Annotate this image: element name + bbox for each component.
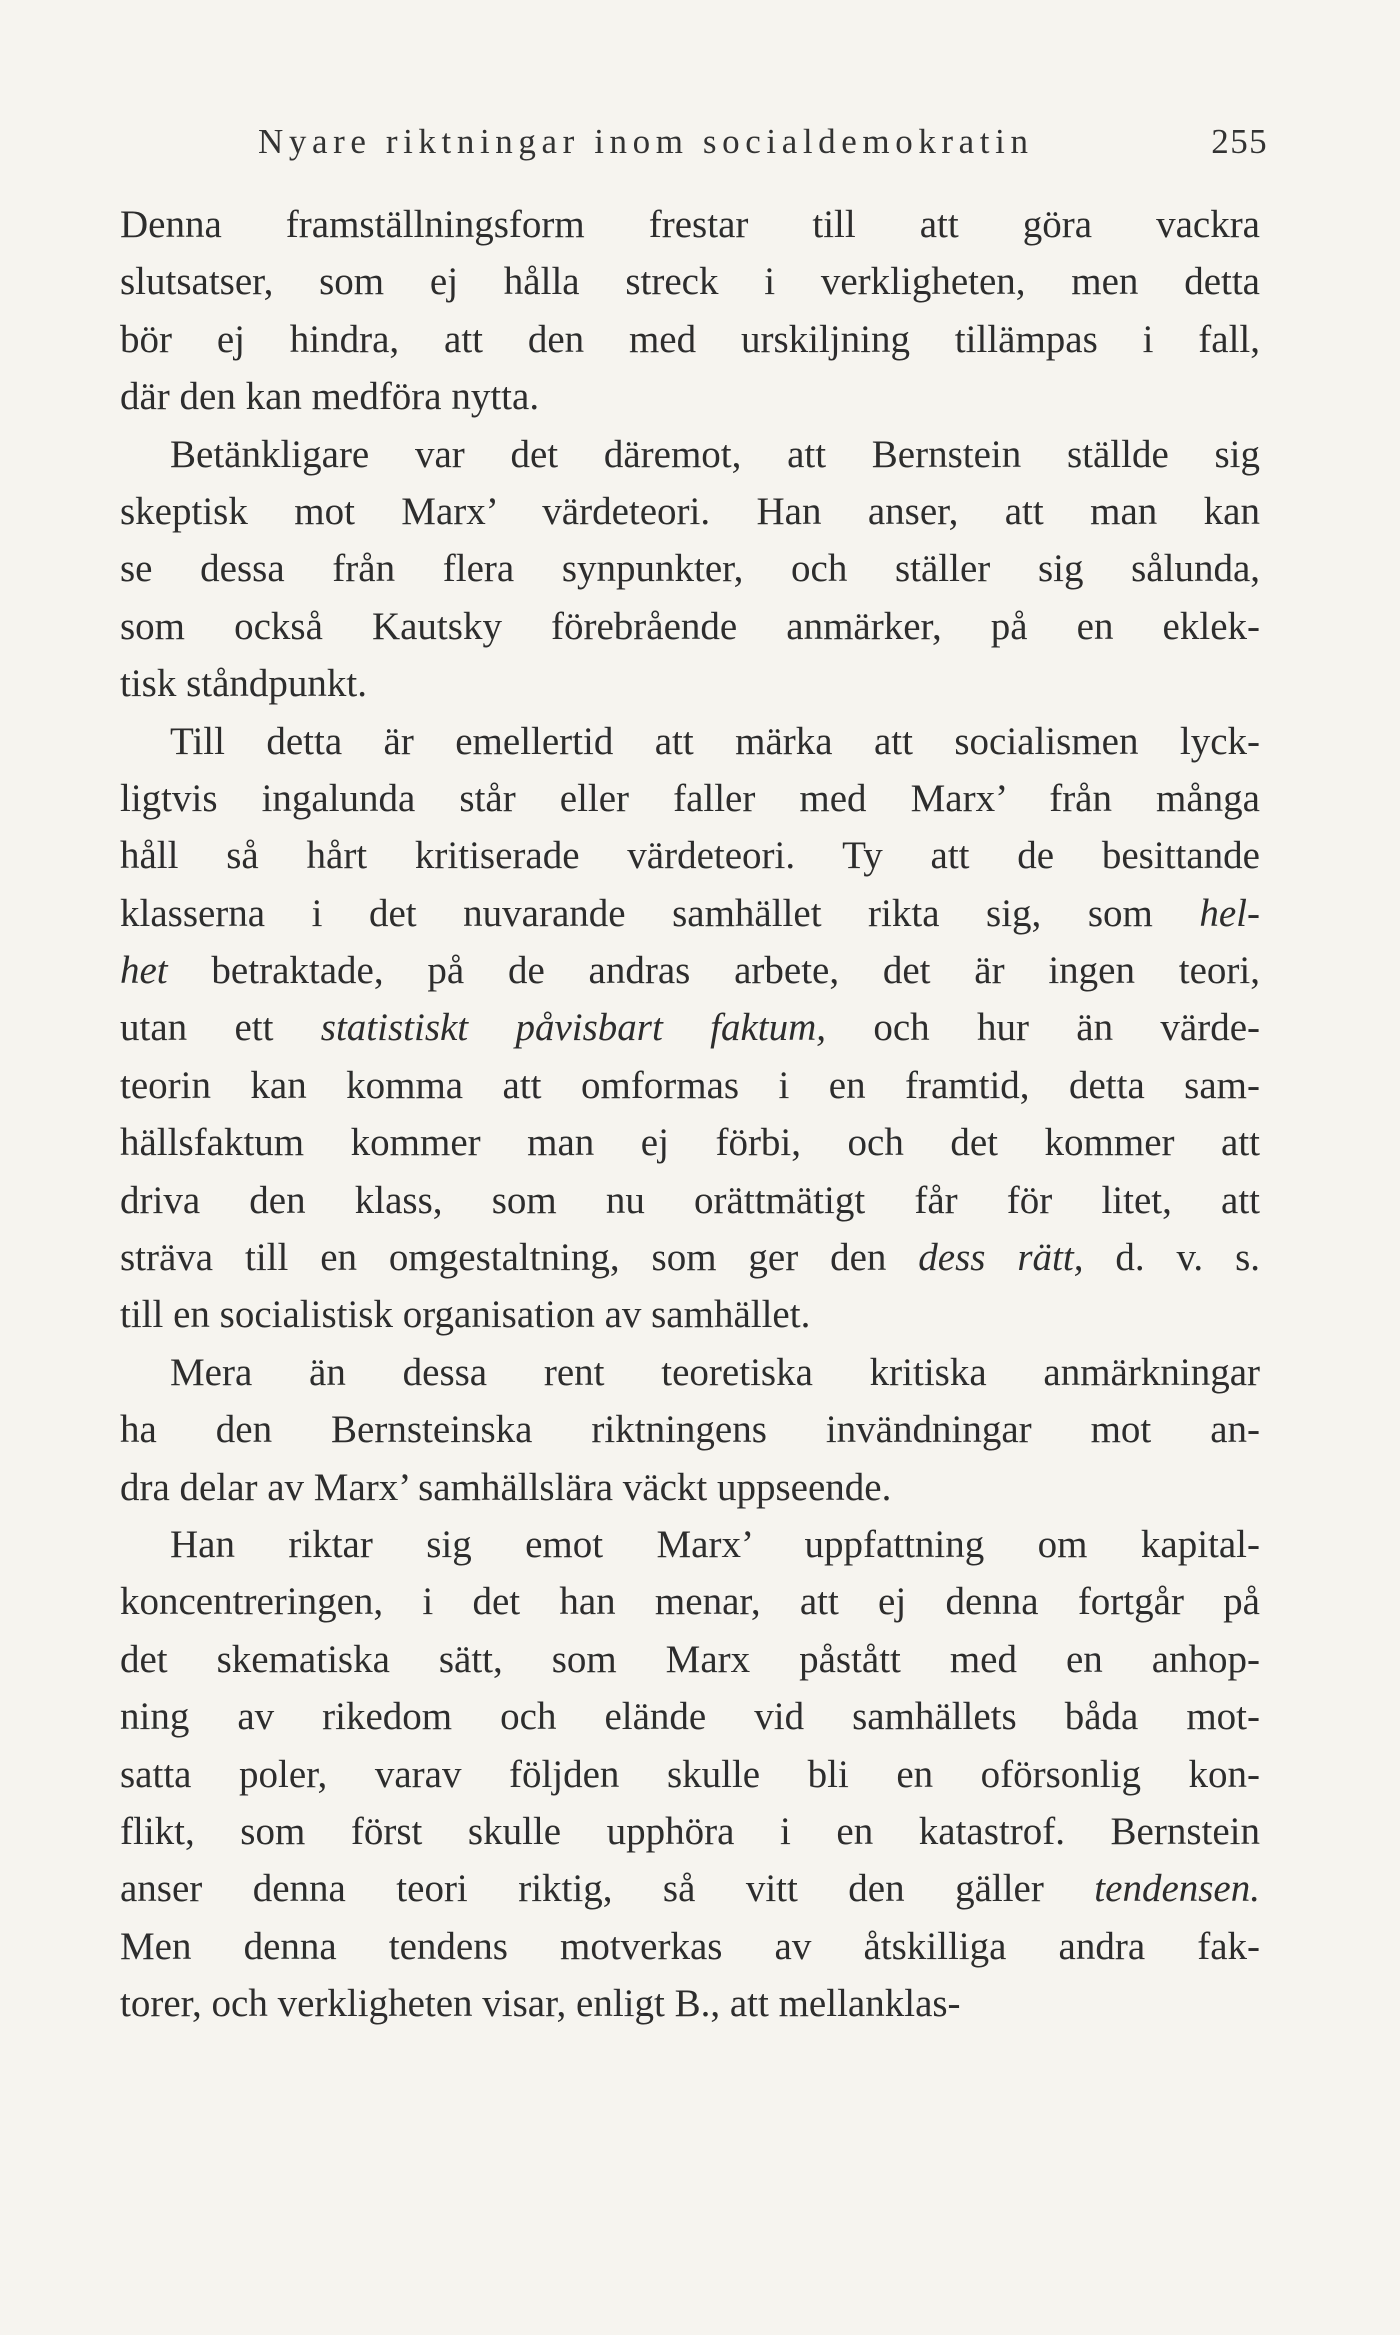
- text-line: slutsatser, som ej hålla streck i verkligheten, men detta: [120, 260, 1260, 304]
- text-line: ligtvis ingalunda står eller faller med Marx’ från många: [120, 776, 1260, 820]
- text-line: utan ett statistiskt påvisbart faktum, och hur än värde-: [120, 1006, 1260, 1050]
- text-line: det skematiska sätt, som Marx påstått med en anhop-: [120, 1637, 1260, 1681]
- text-line: hällsfaktum kommer man ej förbi, och det kommer att: [120, 1121, 1260, 1165]
- text-line: dra delar av Marx’ samhällslära väckt uppseende.: [120, 1465, 892, 1509]
- paragraph: [120, 1344, 1260, 1516]
- page-number: 255: [1211, 122, 1268, 161]
- text-line: torer, och verkligheten visar, enligt B., att mellanklas-: [120, 1982, 961, 2026]
- body-text: [120, 196, 1260, 2033]
- running-head: [258, 122, 1268, 172]
- text-line: driva den klass, som nu orättmätigt får för litet, att: [120, 1178, 1260, 1222]
- text-line: tisk ståndpunkt.: [120, 662, 368, 706]
- text-line: som också Kautsky förebrående anmärker, på en eklek-: [120, 604, 1260, 648]
- text-line: anser denna teori riktig, så vitt den gäller tendensen.: [120, 1867, 1260, 1911]
- emphasis: dess rätt,: [918, 1236, 1084, 1280]
- text-line: håll så hårt kritiserade värdeteori. Ty att de besittande: [120, 834, 1260, 878]
- paragraph: [120, 426, 1260, 713]
- text-line: ha den Bernsteinska riktningens invändningar mot an-: [120, 1408, 1260, 1452]
- text-line: bör ej hindra, att den med urskiljning tillämpas i fall,: [120, 317, 1260, 361]
- text-line: satta poler, varav följden skulle bli en oförsonlig kon-: [120, 1752, 1260, 1796]
- running-head-title: Nyare riktningar inom socialdemokratin: [258, 122, 1034, 161]
- text-line: Till detta är emellertid att märka att socialismen lyck-: [170, 719, 1260, 763]
- text-line: Betänkligare var det däremot, att Bernstein ställde sig: [170, 432, 1260, 476]
- paragraph: [120, 1516, 1260, 2033]
- emphasis: het: [120, 949, 168, 993]
- text-line: het betraktade, på de andras arbete, det är ingen teori,: [120, 949, 1260, 993]
- text-line: Mera än dessa rent teoretiska kritiska anmärkningar: [170, 1350, 1260, 1394]
- text-line: se dessa från flera synpunkter, och ställer sig sålunda,: [120, 547, 1260, 591]
- emphasis: tendensen.: [1094, 1867, 1260, 1911]
- paragraph: [120, 196, 1260, 426]
- emphasis: hel-: [1199, 891, 1260, 935]
- text-line: Men denna tendens motverkas av åtskilliga andra fak-: [120, 1924, 1260, 1968]
- text-line: sträva till en omgestaltning, som ger den dess rätt, d. v. s.: [120, 1236, 1260, 1280]
- text-line: koncentreringen, i det han menar, att ej denna fortgår på: [120, 1580, 1260, 1624]
- text-line: klasserna i det nuvarande samhället rikta sig, som hel-: [120, 891, 1260, 935]
- paragraph: [120, 713, 1260, 1344]
- text-line: teorin kan komma att omformas i en framtid, detta sam-: [120, 1063, 1260, 1107]
- text-line: till en socialistisk organisation av samhället.: [120, 1293, 811, 1337]
- text-line: Han riktar sig emot Marx’ uppfattning om kapital-: [170, 1522, 1260, 1566]
- text-line: ning av rikedom och elände vid samhällets båda mot-: [120, 1695, 1260, 1739]
- text-line: där den kan medföra nytta.: [120, 375, 540, 419]
- text-line: skeptisk mot Marx’ värdeteori. Han anser, att man kan: [120, 489, 1260, 533]
- text-line: Denna framställningsform frestar till att göra vackra: [120, 203, 1260, 246]
- text-line: flikt, som först skulle upphöra i en katastrof. Bernstein: [120, 1809, 1260, 1853]
- emphasis: statistiskt påvisbart faktum,: [320, 1006, 827, 1050]
